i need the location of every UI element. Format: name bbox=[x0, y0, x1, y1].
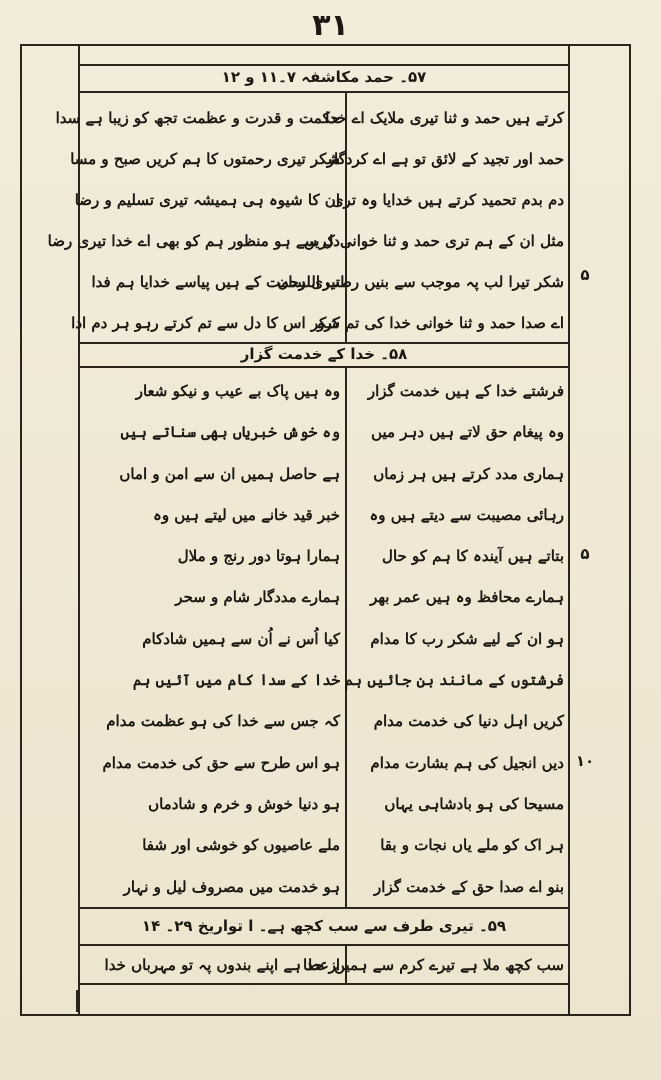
verse-line: مثل ان کے ہم تری حمد و ثنا خوانی کریں bbox=[303, 232, 564, 250]
verse-line: دیں انجیل کی ہم بشارت مدام bbox=[370, 753, 564, 772]
verse-line: ہر اک کو ملے یاں نجات و بقا bbox=[380, 836, 564, 855]
verse-column-left bbox=[47, 98, 340, 344]
verse-line: ہمارے مددگار شام و سحر bbox=[175, 588, 340, 607]
verse-line: بتاتے ہیں آیندہ کا ہم کو حال bbox=[382, 547, 564, 566]
divider bbox=[78, 64, 570, 66]
verse-line: دل سے ہو منظور ہم کو بھی اے خدا تیری رضا bbox=[47, 232, 340, 250]
verse-line: ملے عاصیوں کو خوشی اور شفا bbox=[142, 836, 340, 855]
verse-line: وہ ہیں پاک بے عیب و نیکو شعار bbox=[135, 382, 340, 400]
page-number: ۳۱ bbox=[312, 8, 349, 43]
verse-line: ہماری مدد کرتے ہیں ہر زماں bbox=[373, 464, 564, 483]
verse-line: ہمارا ہوتا دور رنج و ملال bbox=[177, 547, 340, 566]
column-divider bbox=[345, 367, 347, 907]
verse-line: ان کا شیوہ ہی ہمیشہ تیری تسلیم و رضا bbox=[74, 191, 340, 209]
divider bbox=[78, 944, 570, 946]
verse-line: شکر اس کا دل سے تم کرتے رہو ہر دم ادا bbox=[71, 314, 340, 332]
section-heading: ۵۷۔ حمد مکاشفہ ۷۔۱۱ و ۱۲ bbox=[221, 68, 427, 86]
verse-line: حکمت و قدرت و عظمت تجھ کو زیبا ہے سدا bbox=[55, 109, 340, 127]
verse-line: کرتے ہیں حمد و ثنا تیری ملایک اے خدا bbox=[325, 109, 564, 127]
verse-column-right bbox=[277, 98, 564, 344]
verse-line: وہ پیغام حق لاتے ہیں دہر میں bbox=[371, 423, 564, 442]
verse-line: رہائی مصیبت سے دیتے ہیں وہ bbox=[369, 505, 564, 524]
verse-line: شکر تیرا لب پہ موجب سے بنیں رطب اللسان bbox=[277, 273, 564, 291]
verse-line: سب کچھ ملا ہے تیرے کرم سے ہمیں عطا bbox=[303, 956, 564, 974]
verse-line: اے صدا حمد و ثنا خوانی خدا کی تم کرو bbox=[317, 314, 564, 332]
verse-line: کیا اُس نے اُن سے ہمیں شادکام bbox=[142, 629, 340, 648]
verse-column-right bbox=[303, 950, 564, 980]
divider bbox=[78, 366, 570, 368]
verse-line: ہمارے محافظ وہ ہیں عمر بھر bbox=[370, 588, 564, 607]
verse-line: حمد اور تجید کے لائق تو ہے اے کردگار bbox=[326, 150, 564, 168]
verse-line: فرشتے خدا کے ہیں خدمت گزار bbox=[367, 382, 564, 400]
divider bbox=[78, 983, 570, 985]
verse-line: ہو خدمت میں مصروف لیل و نہار bbox=[123, 877, 340, 896]
verse-number: ۵ bbox=[580, 266, 590, 284]
divider bbox=[78, 91, 570, 93]
verse-line: وہ خوش خبریاں بھی سناتے ہیں bbox=[120, 423, 340, 442]
verse-line: از حد ہے اپنے بندوں پہ تو مہرباں خدا bbox=[104, 956, 340, 974]
verse-line: خدا کے سدا کام میں آئیں ہم bbox=[132, 671, 340, 690]
verse-column-left bbox=[84, 371, 340, 908]
verse-line: ہے حاصل ہمیں ان سے امن و اماں bbox=[119, 464, 340, 483]
verse-number: ۱۰ bbox=[575, 752, 595, 770]
divider bbox=[78, 907, 570, 909]
verse-line: شکر تیری رحمتوں کا ہم کریں صبح و مسا bbox=[70, 150, 340, 168]
verse-line: خبر قید خانے میں لیتے ہیں وہ bbox=[153, 505, 340, 524]
verse-line: فرشتوں کے مانند بن جائیں ہم bbox=[344, 671, 564, 690]
verse-column-left bbox=[84, 950, 340, 980]
verse-line: کہ جس سے خدا کی ہو عظمت مدام bbox=[106, 712, 340, 731]
verse-line: بنو اے صدا حق کے خدمت گزار bbox=[374, 877, 564, 896]
verse-line: ہو دنیا خوش و خرم و شادماں bbox=[148, 794, 340, 813]
verse-number: ۵ bbox=[580, 545, 590, 563]
verse-line: ہو اس طرح سے حق کی خدمت مدام bbox=[102, 753, 340, 772]
verse-line: کریں اہل دنیا کی خدمت مدام bbox=[373, 712, 564, 731]
section-heading: ۵۹۔ تیری طرف سے سب کچھ ہے۔ ا تواریخ ۲۹۔ ۱۴ bbox=[141, 917, 507, 935]
verse-line: تیری رحمت کے ہیں پیاسے خدایا ہم فدا bbox=[91, 273, 340, 291]
verse-line: مسیحا کی ہو بادشاہی یہاں bbox=[384, 794, 564, 813]
section-heading: ۵۸۔ خدا کے خدمت گزار bbox=[240, 345, 408, 363]
margin-mark bbox=[76, 990, 79, 1012]
verse-line: دم بدم تحمید کرتے ہیں خدایا وہ تری bbox=[331, 191, 564, 209]
verse-column-right bbox=[344, 371, 564, 908]
verse-line: ہو ان کے لیے شکر رب کا مدام bbox=[370, 629, 564, 648]
